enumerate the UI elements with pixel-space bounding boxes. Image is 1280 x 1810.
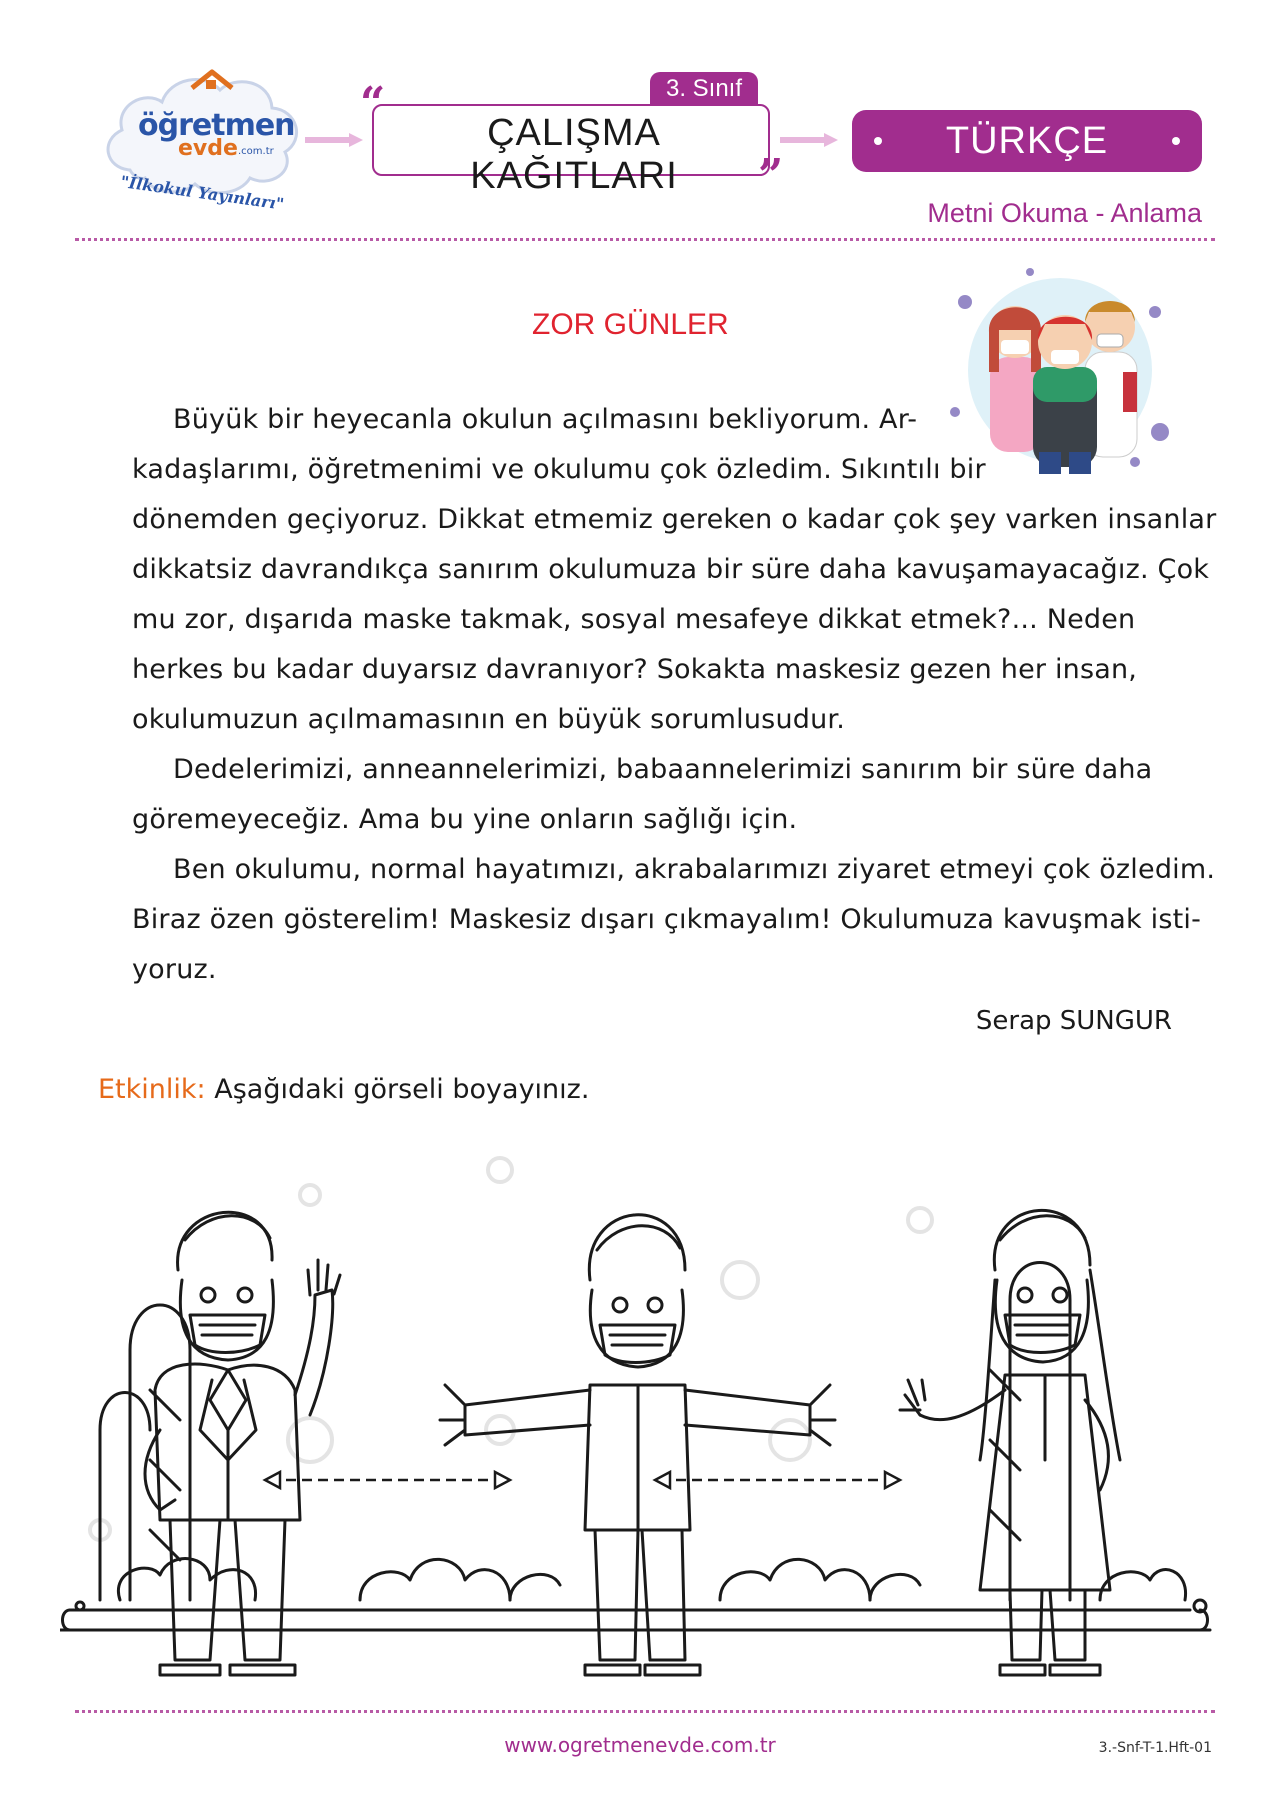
social-distancing-coloring-illustration bbox=[60, 1130, 1220, 1690]
story-line: Ben okulumu, normal hayatımızı, akrabalarımızı ziyaret etmeyi çok özledim. bbox=[173, 854, 1216, 885]
story-line: yoruz. bbox=[132, 954, 217, 985]
dot-icon bbox=[874, 137, 882, 145]
subject-label: TÜRKÇE bbox=[945, 120, 1109, 162]
arrow-right-icon bbox=[780, 133, 840, 147]
quote-close-mark: ” bbox=[758, 150, 784, 201]
story-title: ZOR GÜNLER bbox=[532, 308, 729, 341]
story-line: Büyük bir heyecanla okulun açılmasını bekliyorum. Ar- bbox=[173, 404, 918, 435]
logo-brand-top: öğretmen bbox=[138, 108, 295, 143]
grade-tab: 3. Sınıf bbox=[650, 72, 758, 106]
story-author: Serap SUNGUR bbox=[975, 1006, 1172, 1036]
activity-label: Etkinlik: bbox=[98, 1074, 206, 1105]
story-line: dikkatsiz davrandıkça sanırım okulumuza bir süre daha kavuşamayacağız. Çok bbox=[132, 554, 1210, 585]
logo-brand-domain: .com.tr bbox=[238, 146, 274, 157]
story-line: dönemden geçiyoruz. Dikkat etmemiz gereken o kadar çok şey varken insanlar bbox=[132, 504, 1217, 535]
footer-divider bbox=[75, 1710, 1215, 1713]
publisher-logo bbox=[100, 60, 305, 214]
masked-children-illustration bbox=[935, 262, 1175, 482]
story-line: göremeyeceğiz. Ama bu yine onların sağlığı için. bbox=[132, 804, 798, 835]
activity-text: Aşağıdaki görseli boyayınız. bbox=[214, 1074, 590, 1105]
story-line: mu zor, dışarıda maske takmak, sosyal mesafeye dikkat etmek?... Neden bbox=[132, 604, 1136, 635]
quote-open-mark: “ bbox=[360, 78, 386, 129]
activity-instruction bbox=[98, 1074, 589, 1105]
dot-icon bbox=[1172, 137, 1180, 145]
worksheet-code: 3.-Snf-T-1.Hft-01 bbox=[1098, 1740, 1212, 1756]
logo-tagline: "İlkokul Yayınları" bbox=[119, 172, 286, 214]
story-line: herkes bu kadar duyarsız davranıyor? Sokakta maskesiz gezen her insan, bbox=[132, 654, 1138, 685]
logo-brand-bottom: evde bbox=[178, 136, 238, 161]
arrow-right-icon bbox=[305, 133, 365, 147]
header-divider bbox=[75, 238, 1215, 241]
story-line: Dedelerimizi, anneannelerimizi, babaannelerimizi sanırım bir süre daha bbox=[173, 754, 1153, 785]
story-line: okulumuzun açılmamasının en büyük sorumlusudur. bbox=[132, 704, 846, 735]
subject-badge bbox=[852, 110, 1202, 172]
topic-label: Metni Okuma - Anlama bbox=[927, 198, 1202, 228]
story-line: Biraz özen gösterelim! Maskesiz dışarı çıkmayalım! Okulumuza kavuşmak isti- bbox=[132, 904, 1202, 935]
series-title: ÇALIŞMA KAĞITLARI bbox=[470, 112, 678, 197]
footer-website[interactable]: www.ogretmenevde.com.tr bbox=[504, 1733, 776, 1757]
story-line: kadaşlarımı, öğretmenimi ve okulumu çok özledim. Sıkıntılı bir bbox=[132, 454, 986, 485]
